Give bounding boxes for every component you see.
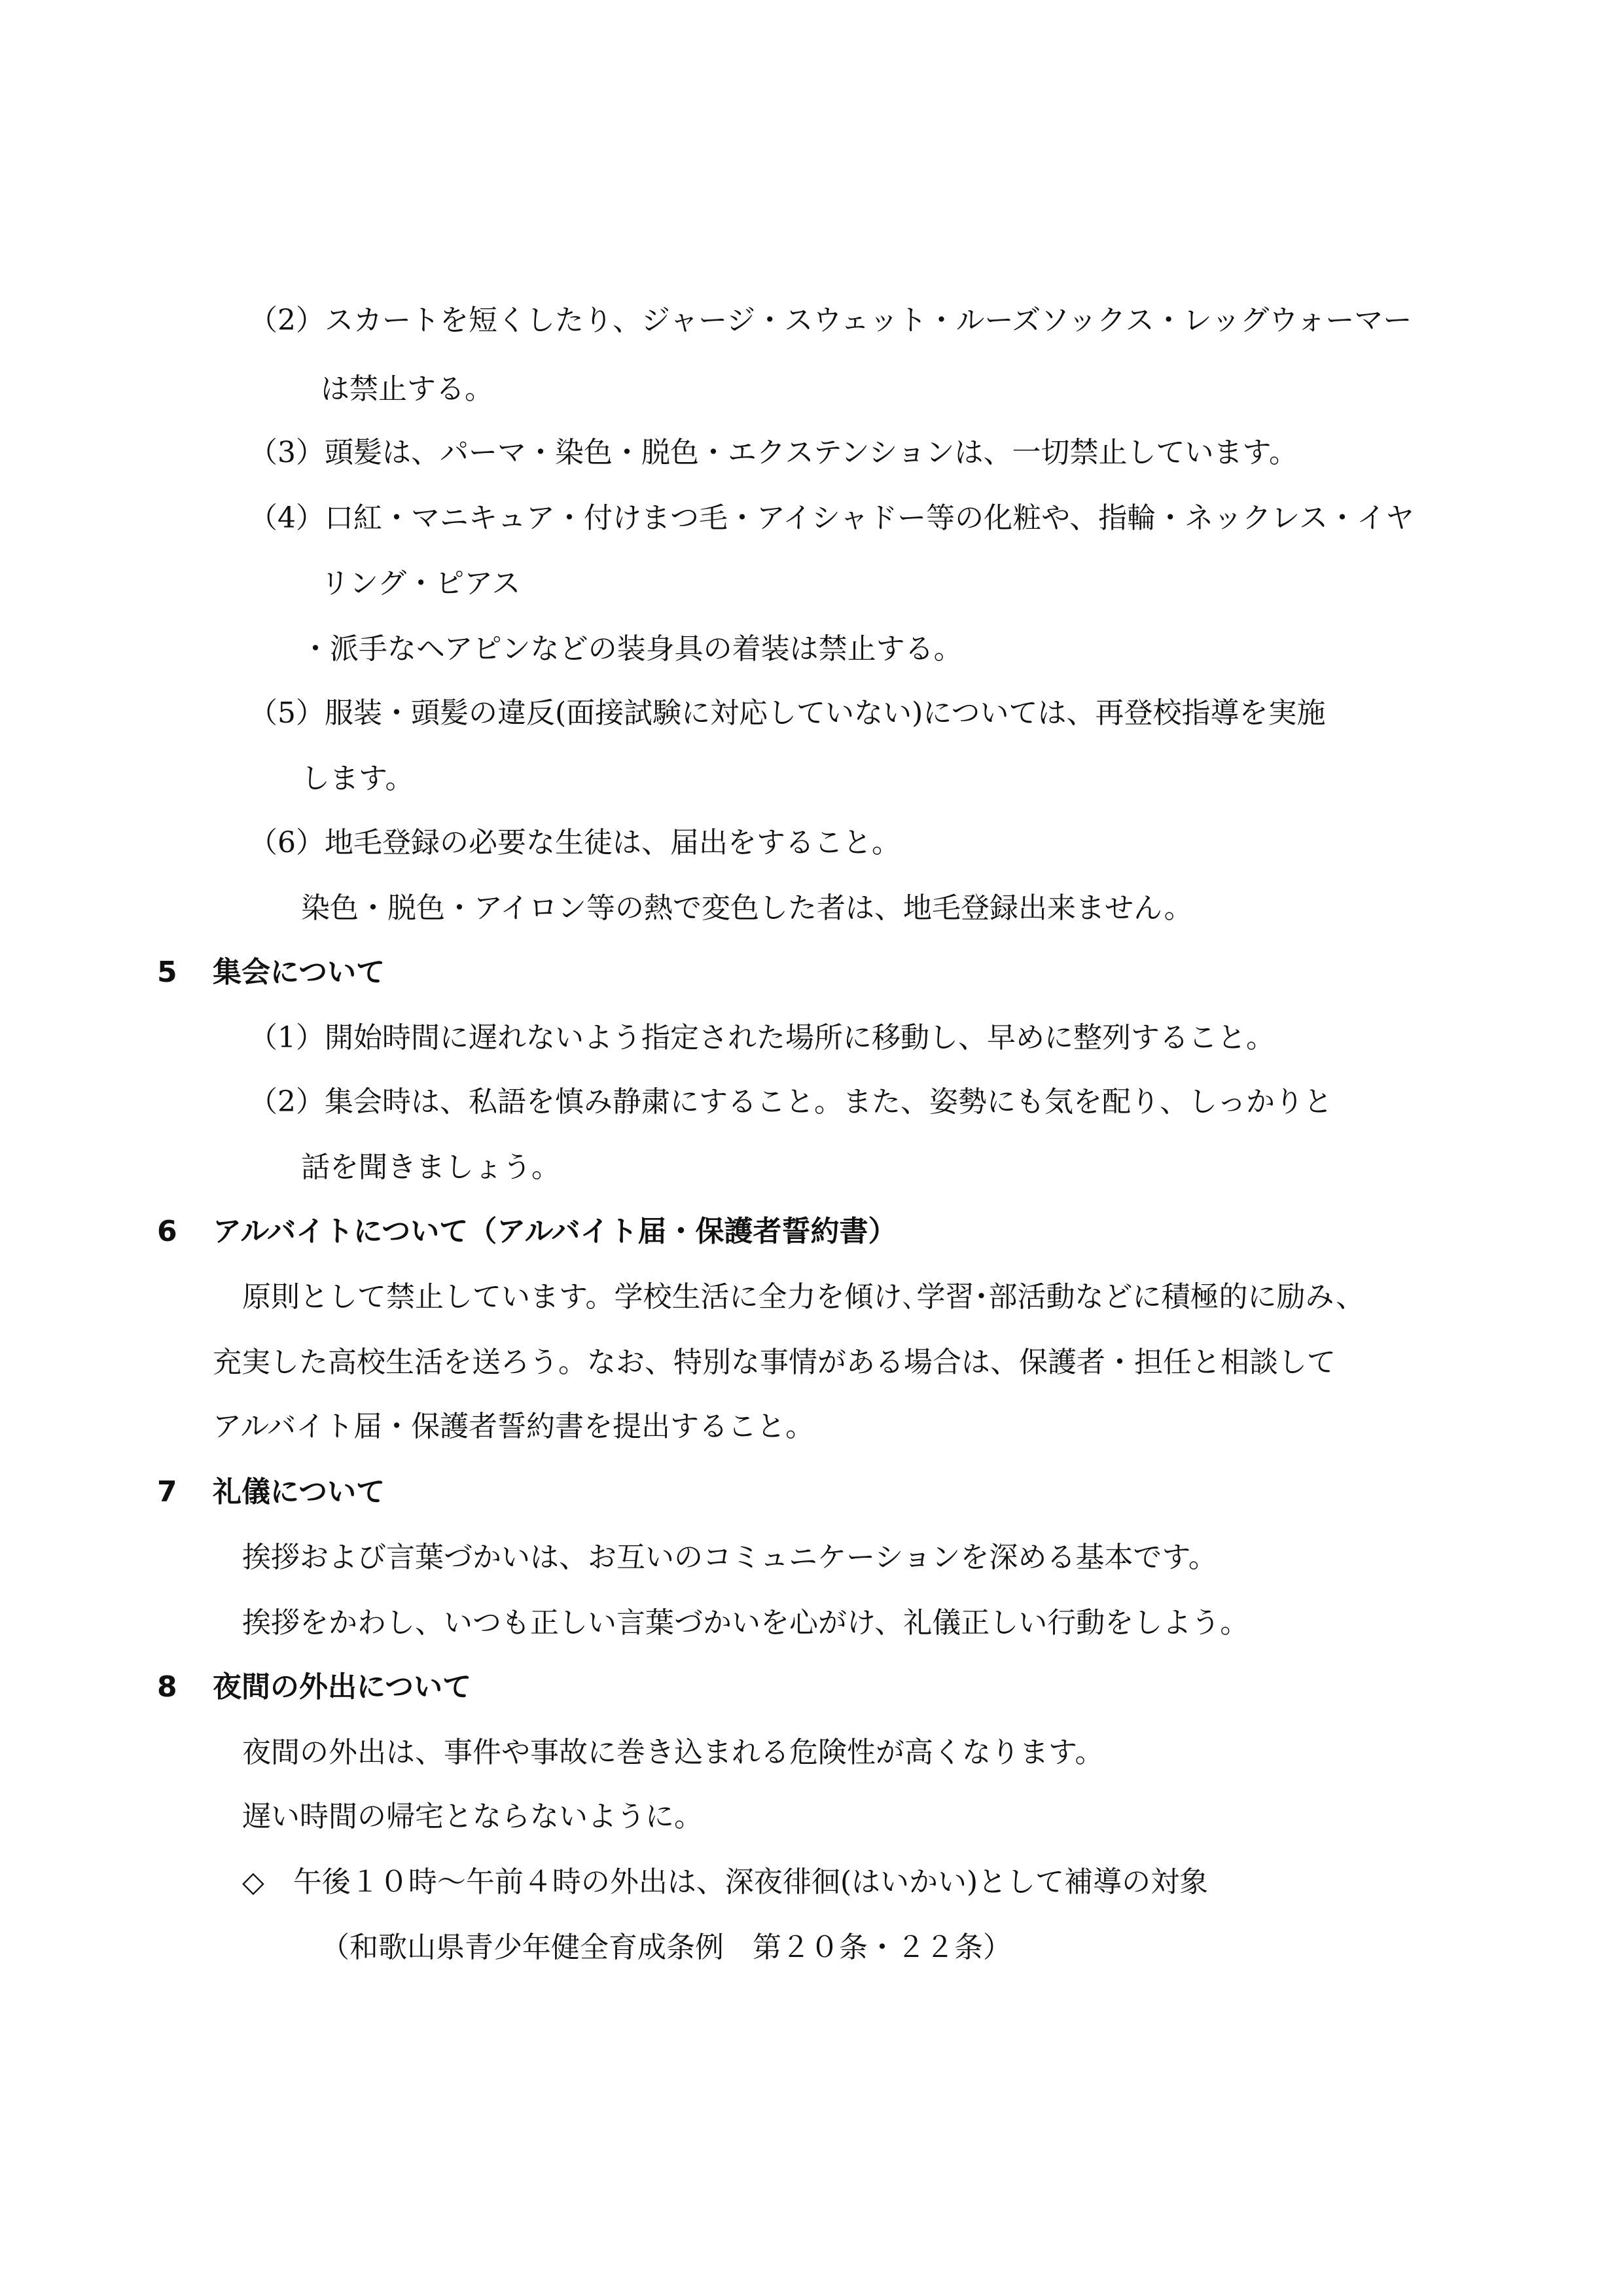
section-8-heading [157,1668,471,1707]
rule-item-4-line-3: ・派手なヘアピンなどの装身具の着装は禁止する。 [301,632,963,666]
rule-item-2-line-1: （2）スカートを短くしたり、ジャージ・スウェット・ルーズソックス・レッグウォーマー [249,304,1412,337]
section-title: 礼儀について [213,1475,385,1509]
section-8-note-line-2: （和歌山県青少年健全育成条例 第２０条・２２条） [321,1931,1012,1964]
rule-item-4-line-1: （4）口紅・マニキュア・付けまつ毛・アイシャドー等の化粧や、指輪・ネックレス・イヤ [249,501,1414,535]
rule-item-5-line-2: します。 [301,762,414,795]
section-number: 7 [157,1475,177,1509]
section-8-note-line-1: ◇ 午後１０時～午前４時の外出は、深夜徘徊(はいかい)として補導の対象 [242,1865,1209,1899]
section-6-heading [157,1212,897,1251]
section-number: 8 [157,1670,177,1704]
section-7-line-2: 挨拶をかわし、いつも正しい言葉づかいを心がけ、礼儀正しい行動をしよう。 [242,1606,1249,1640]
section-title: アルバイトについて（アルバイト届・保護者誓約書） [213,1215,897,1248]
section-6-line-2: 充実した高校生活を送ろう。なお、特別な事情がある場合は、保護者・担任と相談して [213,1346,1336,1379]
section-6-line-3: アルバイト届・保護者誓約書を提出すること。 [213,1410,815,1443]
rule-item-6-line-1: （6）地毛登録の必要な生徒は、届出をすること。 [249,826,901,859]
section-6-line-1: 原則として禁止しています。学校生活に全力を傾け､学習･部活動などに積極的に励み、 [242,1280,1365,1314]
section-number: 6 [157,1215,177,1248]
section-5-heading [157,953,385,992]
rule-item-6-line-2: 染色・脱色・アイロン等の熱で変色した者は、地毛登録出来ません。 [301,891,1193,925]
section-7-line-1: 挨拶および言葉づかいは、お互いのコミュニケーションを深める基本です。 [242,1541,1217,1574]
section-number: 5 [157,956,177,989]
section-5-item-1: （1）開始時間に遅れないよう指定された場所に移動し、早めに整列すること。 [249,1021,1275,1054]
section-8-line-2: 遅い時間の帰宅とならないように。 [242,1800,703,1833]
section-title: 夜間の外出について [213,1670,472,1704]
section-7-heading [157,1473,385,1512]
section-title: 集会について [213,956,385,989]
section-8-line-1: 夜間の外出は、事件や事故に巻き込まれる危険性が高くなります。 [242,1736,1104,1769]
rule-item-2-line-2: は禁止する。 [321,372,493,406]
section-5-item-2-line-2: 話を聞きましょう。 [301,1151,560,1184]
rule-item-5-line-1: （5）服装・頭髪の違反(面接試験に対応していない)については、再登校指導を実施 [249,696,1326,730]
section-5-item-2-line-1: （2）集会時は、私語を慎み静粛にすること。また、姿勢にも気を配り、しっかりと [249,1085,1332,1119]
rule-item-4-line-2: リング・ピアス [321,567,521,600]
rule-item-3: （3）頭髪は、パーマ・染色・脱色・エクステンションは、一切禁止しています。 [249,436,1298,469]
